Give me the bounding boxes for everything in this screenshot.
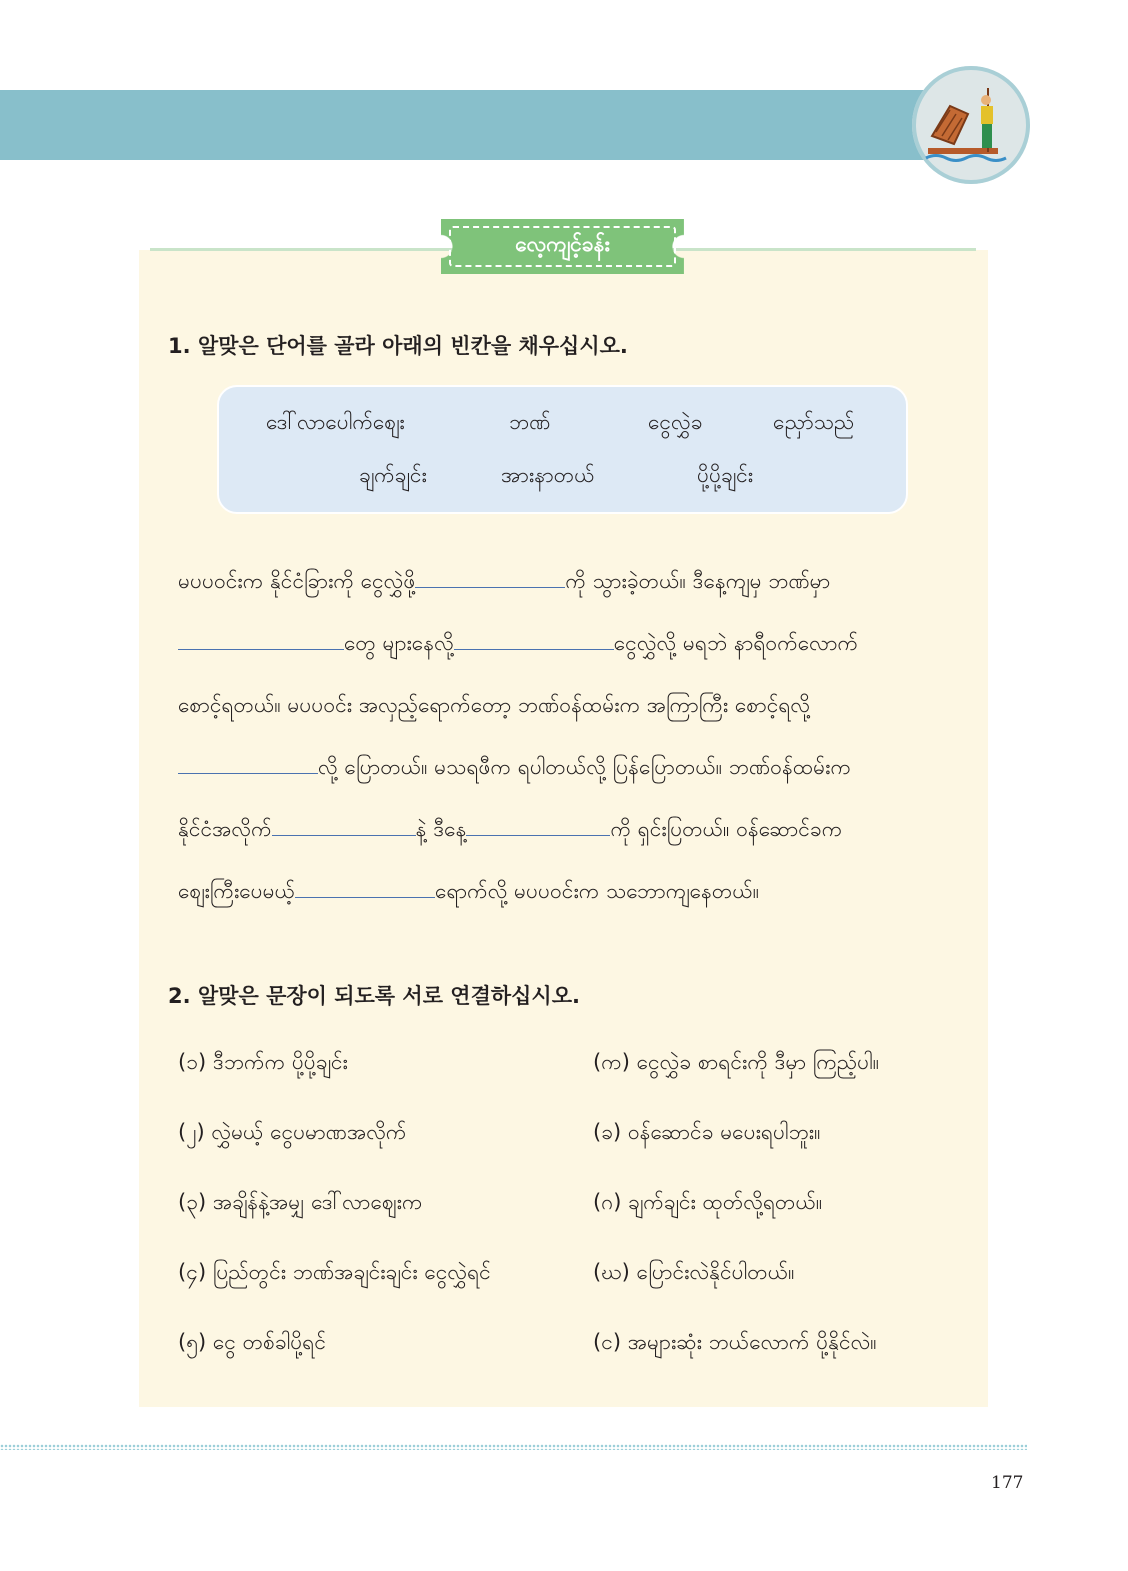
word-bank-item: ဘဏ် [509, 410, 551, 434]
paragraph-line [178, 814, 842, 844]
match-left-item: (၃) အချိန်နဲ့အမျှ ဒေါ်လာဈေးက [178, 1190, 423, 1214]
header-band [0, 90, 975, 160]
boat-fisherman-icon [912, 66, 1030, 184]
paragraph-text: စျေးကြီးပေမယ့် [178, 879, 296, 903]
footer-dotted-rule [0, 1444, 1027, 1450]
answer-blank[interactable] [415, 569, 565, 588]
paragraph-text: တွေ များနေလို့ [344, 631, 454, 655]
word-bank-item: အားနာတယ် [501, 463, 595, 487]
word-bank-item: ချက်ချင်း [359, 463, 427, 487]
page-number: 177 [991, 1473, 1024, 1493]
paragraph-line [178, 876, 759, 906]
paragraph-line [178, 690, 810, 720]
match-left-item: (၁) ဒီဘက်က ပို့ပို့ချင်း [178, 1050, 348, 1074]
paragraph-line [178, 628, 858, 658]
paragraph-text: နိုင်ငံအလိုက် [178, 817, 272, 841]
paragraph-text: ရောက်လို့ မပပဝင်းက သဘောကျနေတယ်။ [435, 879, 760, 903]
paragraph-text: စောင့်ရတယ်။ မပပဝင်း အလှည့်ရောက်တော့ ဘဏ်ဝန်ထမ်းက အကြာကြီး စောင့်ရလို့ [178, 693, 811, 717]
answer-blank[interactable] [178, 755, 318, 774]
question-2-title: 2. 알맞은 문장이 되도록 서로 연결하십시오. [168, 984, 580, 1008]
word-bank-item: ညှော်သည် [773, 410, 855, 434]
section-tab: လေ့ကျင့်ခန်း [449, 226, 676, 267]
paragraph-text: ကို သွားခဲ့တယ်။ ဒီနေ့ကျမှ ဘဏ်မှာ [565, 569, 831, 593]
paragraph-text: လို့ ပြောတယ်။ မသရဖီက ရပါတယ်လို့ ပြန်ပြောတယ်။ ဘဏ်ဝန်ထမ်းက [318, 755, 852, 779]
match-right-item: (က) ငွေလွှဲခ စာရင်းကို ဒီမှာ ကြည့်ပါ။ [593, 1050, 880, 1074]
question-1-title: 1. 알맞은 단어를 골라 아래의 빈칸을 채우십시오. [168, 334, 628, 358]
match-right-item: (င) အများဆုံး ဘယ်လောက် ပို့နိုင်လဲ။ [593, 1330, 877, 1354]
word-bank-item: ဒေါ်လာပေါက်စျေး [266, 410, 405, 434]
answer-blank[interactable] [295, 879, 435, 898]
match-right-item: (ဃ) ပြောင်းလဲနိုင်ပါတယ်။ [593, 1260, 795, 1284]
match-right-item: (ခ) ဝန်ဆောင်ခ မပေးရပါဘူး။ [593, 1120, 821, 1144]
match-left-item: (၄) ပြည်တွင်း ဘဏ်အချင်းချင်း ငွေလွှဲရင် [178, 1260, 491, 1284]
paragraph-line [178, 566, 830, 596]
answer-blank[interactable] [272, 817, 416, 836]
answer-blank[interactable] [466, 817, 610, 836]
match-left-item: (၅) ငွေ တစ်ခါပို့ရင် [178, 1330, 326, 1354]
match-left-item: (၂) လွှဲမယ့် ငွေပမာဏအလိုက် [178, 1120, 407, 1144]
paragraph-text: ကို ရှင်းပြတယ်။ ဝန်ဆောင်ခက [610, 817, 843, 841]
match-right-item: (ဂ) ချက်ချင်း ထုတ်လို့ရတယ်။ [593, 1190, 823, 1214]
word-bank-item: ငွေလွှဲခ [648, 410, 703, 434]
word-bank [217, 385, 908, 514]
answer-blank[interactable] [454, 631, 614, 650]
paragraph-text: ငွေလွှဲလို့ မရဘဲ နာရီဝက်လောက် [613, 631, 859, 655]
paragraph-text: မပပဝင်းက နိုင်ငံခြားကို ငွေလွှဲဖို့ [178, 569, 416, 593]
paragraph-line [178, 752, 851, 782]
word-bank-item: ပို့ပို့ချင်း [697, 463, 754, 487]
paragraph-text: နဲ့ ဒီနေ့ [415, 817, 467, 841]
answer-blank[interactable] [178, 631, 344, 650]
